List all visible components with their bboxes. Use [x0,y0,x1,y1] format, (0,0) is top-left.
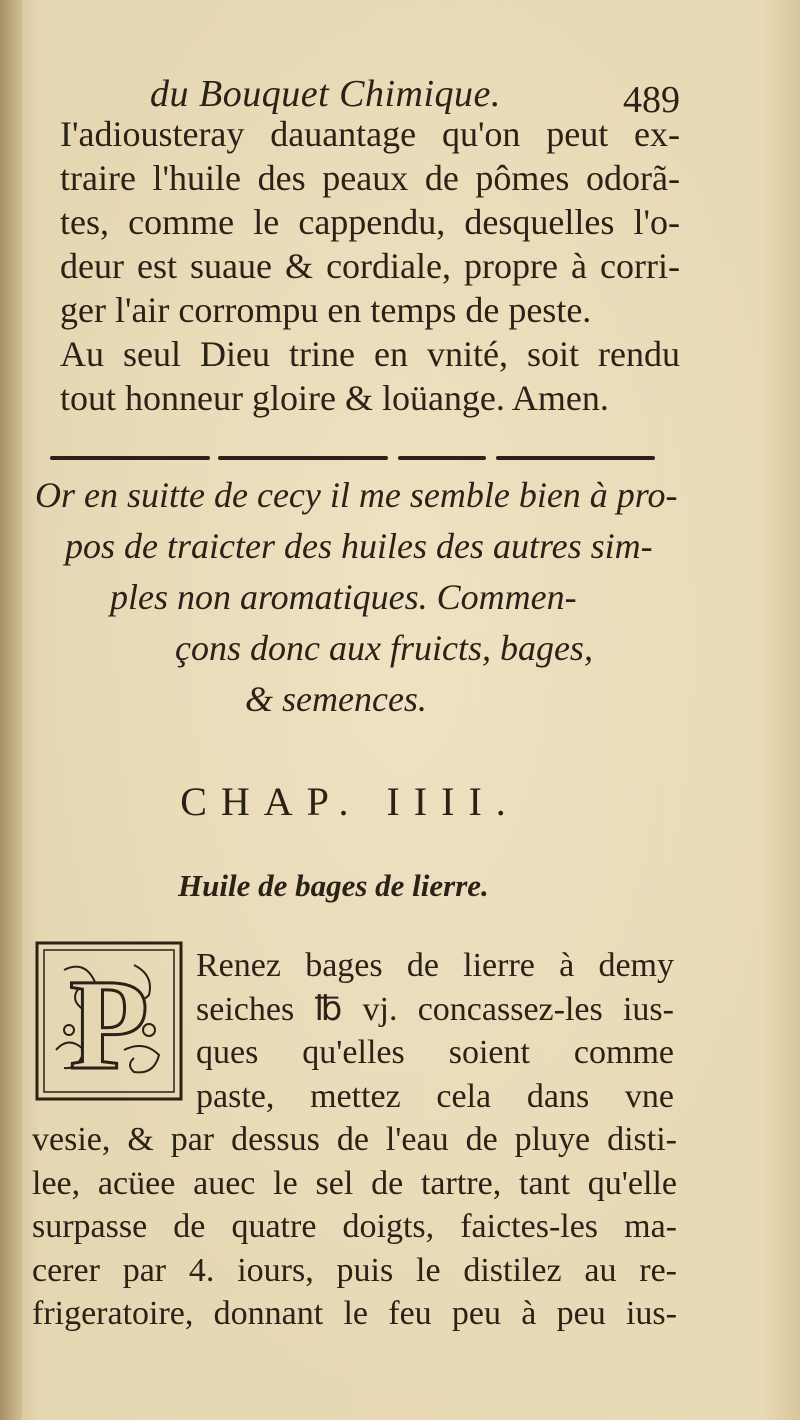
text-line: frigeratoire, donnant le feu peu à peu ius- [32,1295,677,1332]
text-line: tout honneur gloire & loüange. Amen. [60,378,609,418]
intro-line: ples non aromatiques. Commen- [110,577,577,617]
chapter-heading: CHAP. IIII. [180,779,520,824]
intro-line: Or en suitte de cecy il me semble bien à pro- [35,475,678,515]
svg-text:P: P [69,953,149,1097]
running-head: du Bouquet Chimique. [150,73,501,115]
dropped-initial-text [196,944,674,1118]
section-divider [50,452,655,466]
text-line: I'adiousteray dauantage qu'on peut ex- [60,114,680,154]
section-intro [35,470,678,725]
text-line: tes, comme le cappendu, desquelles l'o- [60,202,680,242]
text-line: ques qu'elles soient comme [196,1034,674,1071]
page-gutter [0,0,22,1420]
text-line: traire l'huile des peaux de pômes odorã- [60,158,680,198]
decorated-initial-p-icon [34,940,184,1102]
chapter-body [32,1118,677,1336]
intro-line: pos de traicter des huiles des autres sim- [65,526,653,566]
text-line: deur est suaue & cordiale, propre à corri- [60,246,680,286]
page-number: 489 [623,79,680,121]
text-line: lee, acüee auec le sel de tartre, tant qu'elle [32,1164,677,1202]
intro-line: çons donc aux fruicts, bages, [175,628,593,668]
text-line: seiches ℔ vj. concassez-les ius- [196,990,674,1028]
text-line: Renez bages de lierre à demy [196,947,674,984]
chapter-subheading: Huile de bages de lierre. [178,868,489,903]
text-line: ger l'air corrompu en temps de peste. [60,290,592,330]
text-line: Au seul Dieu trine en vnité, soit rendu [60,334,680,374]
closing-paragraph [60,112,680,420]
text-line: cerer par 4. iours, puis le distilez au re- [32,1251,677,1289]
intro-line: & semences. [245,679,427,719]
text-line: surpasse de quatre doigts, faictes-les ma- [32,1208,677,1245]
text-line: vesie, & par dessus de l'eau de pluye disti- [32,1121,677,1158]
text-line: paste, mettez cela dans vne [196,1077,674,1115]
